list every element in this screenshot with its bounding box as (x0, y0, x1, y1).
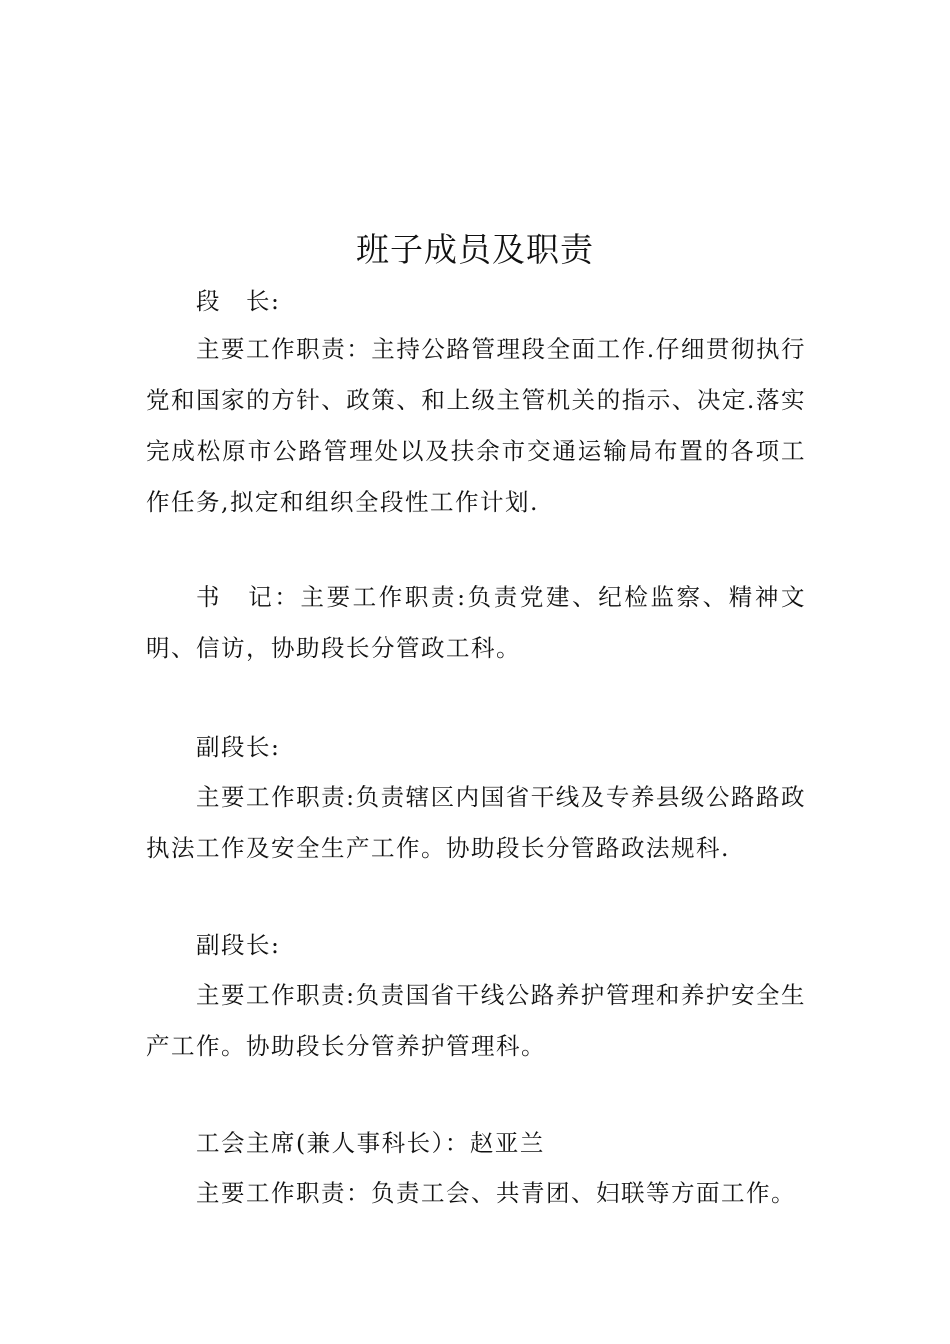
section-2-heading: 书 记： (196, 583, 301, 611)
section-3-body: 主要工作职责:负责辖区内国省干线及专养县级公路路政执法工作及安全生产工作。协助段长分管路政法规科. (146, 783, 806, 862)
section-4-heading: 副段长: (196, 931, 281, 959)
section-5-body: 主要工作职责：负责工会、共青团、妇联等方面工作。 (196, 1179, 796, 1207)
section-1-body: 主要工作职责：主持公路管理段全面工作.仔细贯彻执行党和国家的方针、政策、和上级主管机关的指示、决定.落实完成松原市公路管理处以及扶余市交通运输局布置的各项工作任务,拟定和组织全段性工作计划. (146, 335, 806, 516)
section-2-combined (146, 572, 806, 674)
document-title: 班子成员及职责 (356, 230, 594, 269)
section-5-heading: 工会主席(兼人事科长）：赵亚兰 (196, 1129, 545, 1157)
section-2-body: 主要工作职责:负责党建、纪检监察、精神文明、信访，协助段长分管政工科。 (146, 583, 806, 662)
section-1-heading: 段 长: (196, 287, 281, 315)
section-4-body: 主要工作职责:负责国省干线公路养护管理和养护安全生产工作。协助段长分管养护管理科。 (146, 981, 806, 1060)
section-3-heading: 副段长: (196, 733, 281, 761)
